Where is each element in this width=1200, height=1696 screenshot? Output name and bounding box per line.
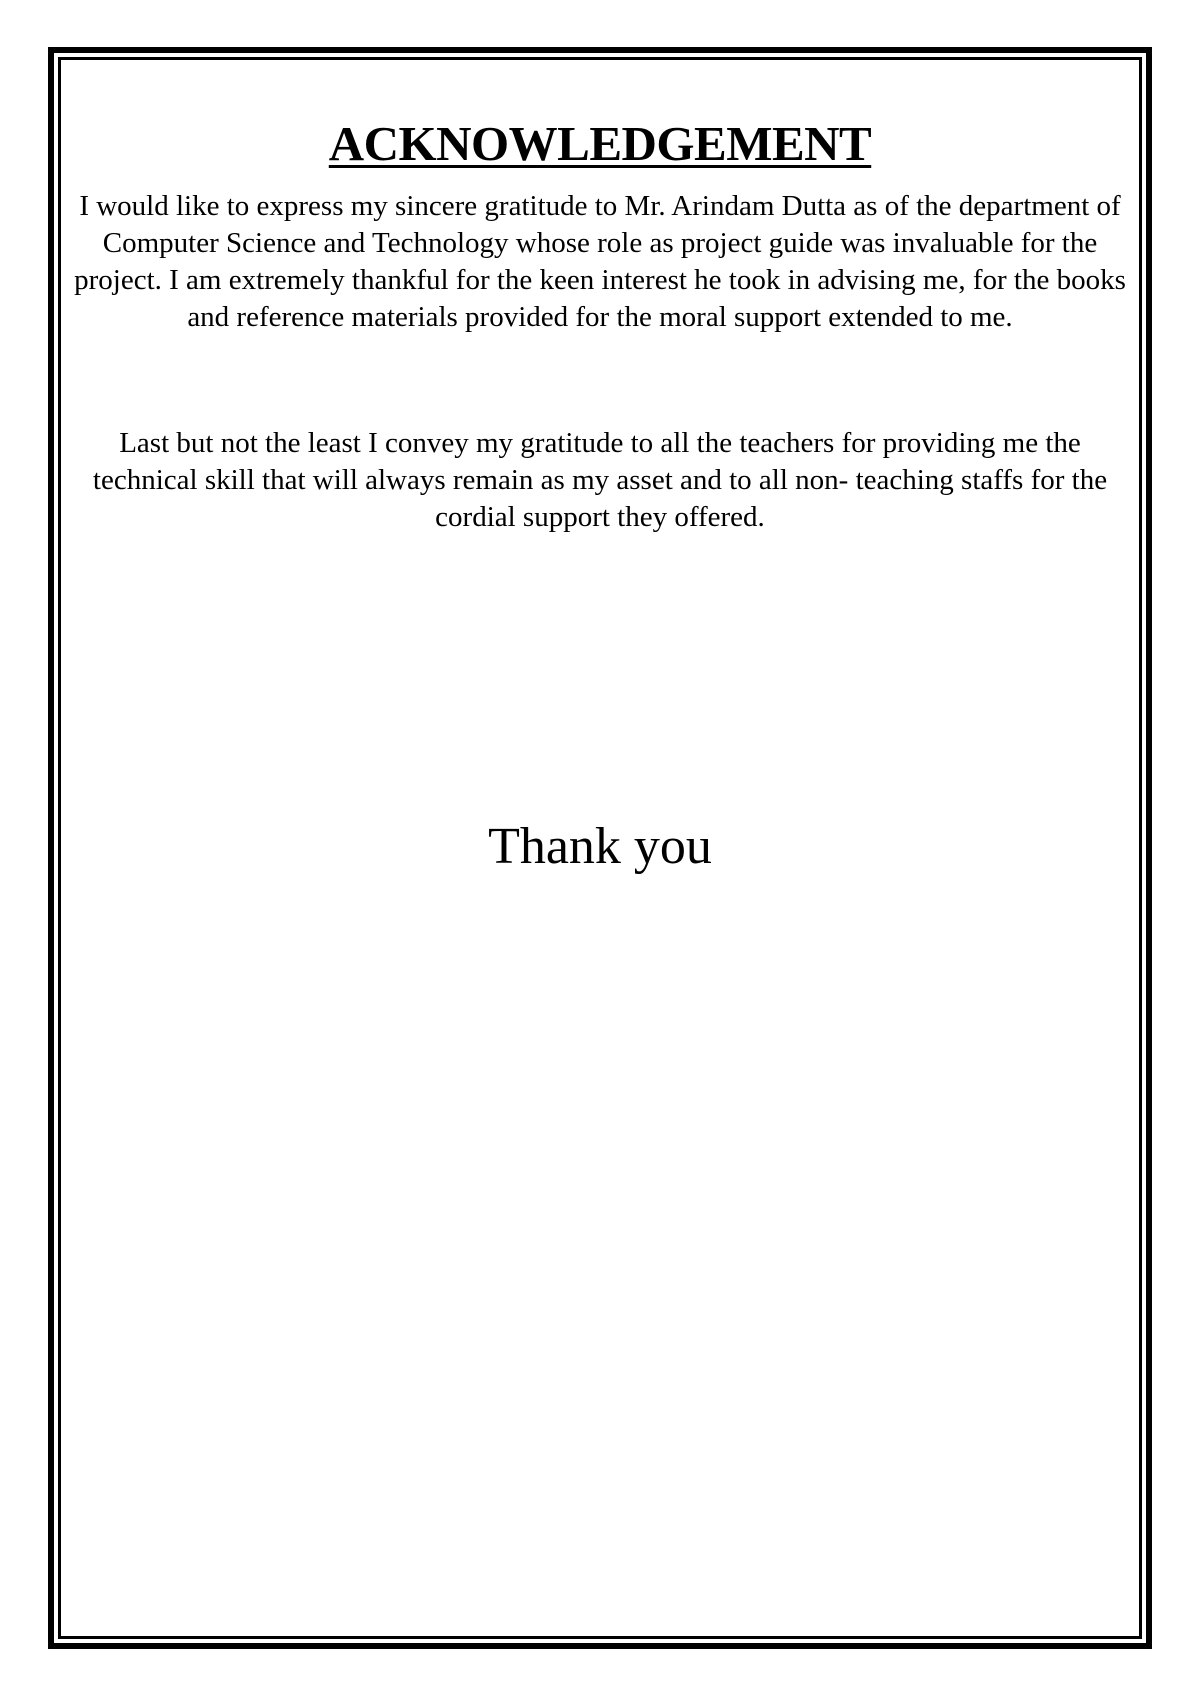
acknowledgement-content: [70, 115, 1130, 878]
teachers-paragraph: Last but not the least I convey my gratitude to all the teachers for providing me the technical skill that will always remain as my asset and to all non- teaching staffs for the cordial support they offered.: [92, 426, 1108, 533]
gratitude-paragraph: I would like to express my sincere gratitude to Mr. Arindam Dutta as of the department of Computer Science and Technology whose role as project guide was invaluable for the project. I am extremely thankful for the keen interest he took in advising me, for the books and reference materials provided for the moral support extended to me.: [74, 189, 1126, 333]
page-title: ACKNOWLEDGEMENT: [328, 116, 872, 171]
closing-thank-you: Thank you: [488, 817, 712, 875]
